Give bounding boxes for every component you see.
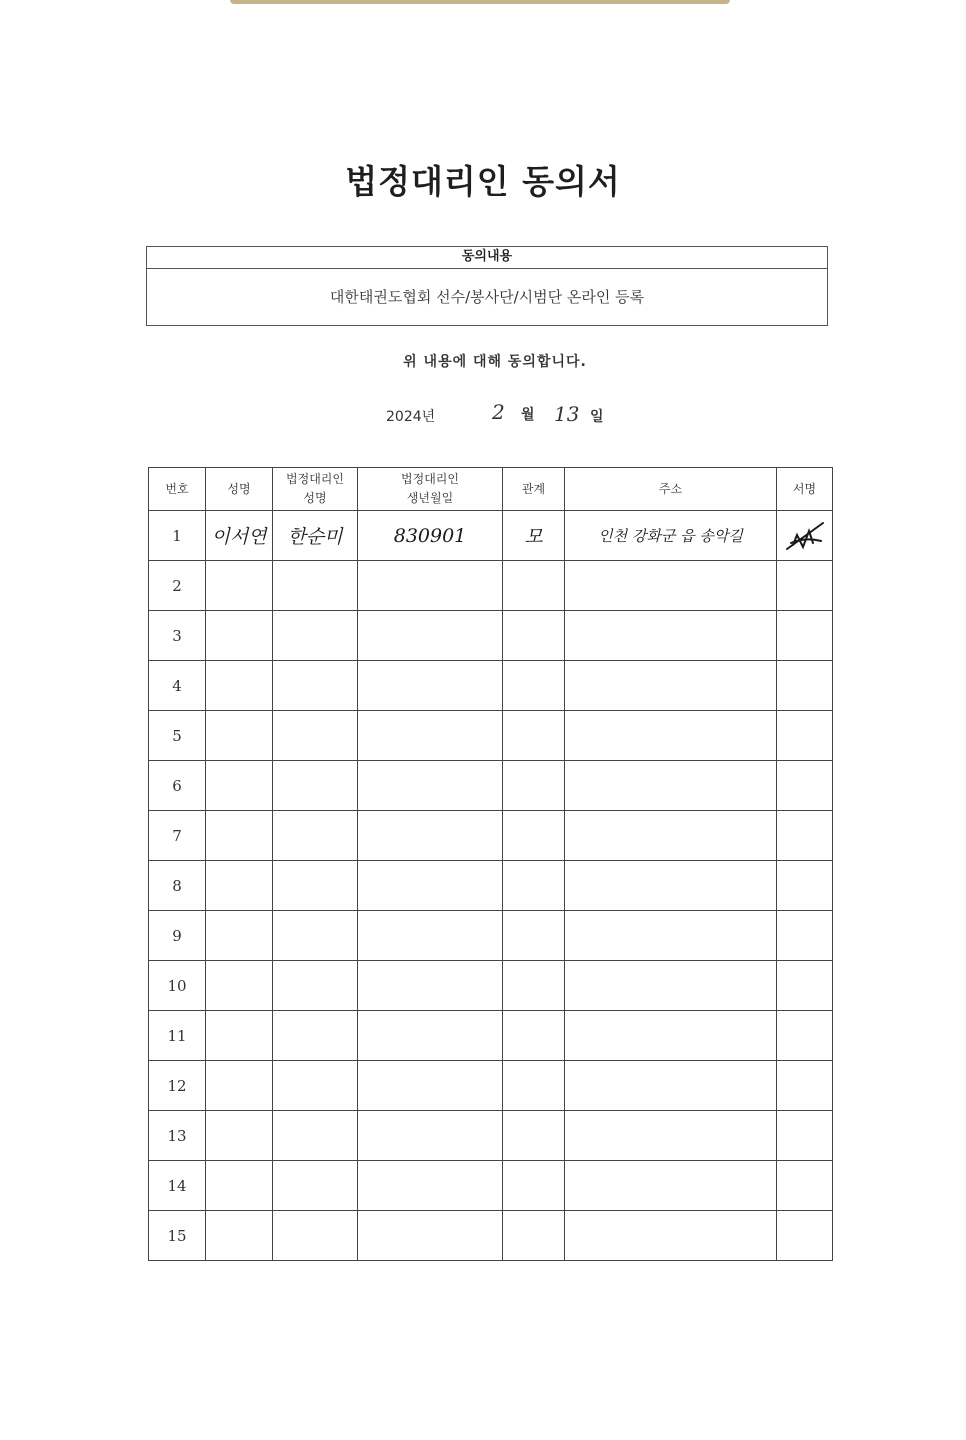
table-row <box>149 961 833 1011</box>
table-header-row <box>149 468 833 511</box>
handwritten-signature <box>783 519 827 553</box>
cell-name <box>206 811 273 861</box>
cell-relation <box>503 861 565 911</box>
cell-address: 인천 강화군 읍 송악길 <box>565 511 777 561</box>
header-relation: 관계 <box>503 468 565 511</box>
cell-relation <box>503 711 565 761</box>
table-row <box>149 911 833 961</box>
cell-name <box>206 1111 273 1161</box>
cell-name <box>206 911 273 961</box>
date-month-handwritten: 2 <box>492 400 505 424</box>
cell-address <box>565 1061 777 1111</box>
guardian-roster-table <box>148 467 833 1261</box>
cell-guardian-name <box>273 1111 358 1161</box>
cell-guardian-birth <box>358 1011 503 1061</box>
cell-signature <box>777 1011 833 1061</box>
date-month-unit: 월 <box>521 407 535 423</box>
cell-guardian-name <box>273 861 358 911</box>
cell-guardian-birth <box>358 961 503 1011</box>
cell-relation <box>503 561 565 611</box>
document-title: 법정대리인 동의서 <box>345 162 621 201</box>
cell-address <box>565 1161 777 1211</box>
cell-name: 이서연 <box>206 511 273 561</box>
header-guardian-name-line1: 법정대리인 <box>286 472 344 486</box>
cell-address <box>565 711 777 761</box>
cell-guardian-birth <box>358 711 503 761</box>
cell-guardian-birth: 830901 <box>358 511 503 561</box>
cell-guardian-name <box>273 1161 358 1211</box>
cell-number: 13 <box>149 1111 206 1161</box>
cell-signature <box>777 1111 833 1161</box>
header-name: 성명 <box>206 468 273 511</box>
cell-address <box>565 1211 777 1261</box>
table-row <box>149 811 833 861</box>
cell-address <box>565 861 777 911</box>
cell-signature <box>777 711 833 761</box>
cell-guardian-birth <box>358 561 503 611</box>
cell-relation <box>503 961 565 1011</box>
cell-address <box>565 1111 777 1161</box>
cell-relation <box>503 761 565 811</box>
header-guardian-birth <box>358 468 503 511</box>
table-body <box>149 511 833 1261</box>
cell-name <box>206 711 273 761</box>
cell-relation <box>503 911 565 961</box>
date-year: 2024년 <box>386 409 436 425</box>
cell-name <box>206 1211 273 1261</box>
cell-guardian-birth <box>358 911 503 961</box>
cell-number: 14 <box>149 1161 206 1211</box>
table-row <box>149 511 833 561</box>
cell-name <box>206 661 273 711</box>
header-number: 번호 <box>149 468 206 511</box>
date-day-unit: 일 <box>590 409 604 425</box>
agreement-statement: 위 내용에 대해 동의합니다. <box>403 354 587 370</box>
table-row <box>149 1011 833 1061</box>
cell-signature <box>777 761 833 811</box>
cell-number: 7 <box>149 811 206 861</box>
cell-guardian-name <box>273 1011 358 1061</box>
cell-guardian-name <box>273 961 358 1011</box>
table-row <box>149 861 833 911</box>
cell-guardian-name: 한순미 <box>273 511 358 561</box>
cell-number: 12 <box>149 1061 206 1111</box>
cell-relation <box>503 1211 565 1261</box>
cell-address <box>565 1011 777 1061</box>
cell-guardian-name <box>273 711 358 761</box>
cell-name <box>206 611 273 661</box>
cell-name <box>206 761 273 811</box>
cell-guardian-birth <box>358 1161 503 1211</box>
cell-number: 1 <box>149 511 206 561</box>
cell-number: 5 <box>149 711 206 761</box>
cell-relation <box>503 1161 565 1211</box>
cell-signature <box>777 1061 833 1111</box>
cell-address <box>565 811 777 861</box>
cell-number: 8 <box>149 861 206 911</box>
table-row <box>149 1061 833 1111</box>
cell-signature <box>777 1161 833 1211</box>
cell-number: 6 <box>149 761 206 811</box>
cell-number: 10 <box>149 961 206 1011</box>
date-day-handwritten: 13 <box>554 402 580 426</box>
cell-guardian-birth <box>358 811 503 861</box>
cell-guardian-name <box>273 611 358 661</box>
cell-address <box>565 561 777 611</box>
cell-guardian-name <box>273 561 358 611</box>
cell-signature <box>777 611 833 661</box>
cell-address <box>565 611 777 661</box>
cell-guardian-name <box>273 1061 358 1111</box>
cell-address <box>565 911 777 961</box>
cell-guardian-birth <box>358 1061 503 1111</box>
table-row <box>149 761 833 811</box>
cell-number: 9 <box>149 911 206 961</box>
cell-signature <box>777 911 833 961</box>
cell-number: 11 <box>149 1011 206 1061</box>
header-guardian-name <box>273 468 358 511</box>
header-guardian-birth-line2: 생년월일 <box>406 491 454 505</box>
cell-name <box>206 1161 273 1211</box>
consent-box <box>146 246 828 326</box>
cell-relation: 모 <box>503 511 565 561</box>
cell-number: 2 <box>149 561 206 611</box>
paper-edge-strip <box>230 0 730 4</box>
cell-guardian-name <box>273 911 358 961</box>
consent-header: 동의내용 <box>147 247 827 269</box>
table-row <box>149 1111 833 1161</box>
table-row <box>149 1211 833 1261</box>
cell-signature <box>777 661 833 711</box>
cell-address <box>565 961 777 1011</box>
cell-relation <box>503 1111 565 1161</box>
cell-relation <box>503 661 565 711</box>
cell-guardian-name <box>273 761 358 811</box>
cell-guardian-name <box>273 811 358 861</box>
cell-address <box>565 761 777 811</box>
cell-relation <box>503 1061 565 1111</box>
cell-signature <box>777 561 833 611</box>
cell-guardian-birth <box>358 761 503 811</box>
cell-signature <box>777 811 833 861</box>
cell-number: 15 <box>149 1211 206 1261</box>
cell-name <box>206 961 273 1011</box>
cell-address <box>565 661 777 711</box>
cell-signature <box>777 1211 833 1261</box>
table-row <box>149 561 833 611</box>
cell-name <box>206 1061 273 1111</box>
cell-guardian-name <box>273 661 358 711</box>
table-row <box>149 711 833 761</box>
cell-relation <box>503 811 565 861</box>
table-row <box>149 1161 833 1211</box>
header-guardian-name-line2: 성명 <box>303 491 327 505</box>
table-row <box>149 661 833 711</box>
cell-guardian-birth <box>358 1111 503 1161</box>
cell-guardian-name <box>273 1211 358 1261</box>
cell-guardian-birth <box>358 611 503 661</box>
header-signature: 서명 <box>777 468 833 511</box>
cell-name <box>206 1011 273 1061</box>
table-row <box>149 611 833 661</box>
cell-name <box>206 861 273 911</box>
cell-number: 4 <box>149 661 206 711</box>
cell-guardian-birth <box>358 661 503 711</box>
cell-signature <box>777 861 833 911</box>
cell-signature <box>777 511 833 561</box>
header-guardian-birth-line1: 법정대리인 <box>401 472 459 486</box>
header-address: 주소 <box>565 468 777 511</box>
date-line <box>386 400 626 430</box>
cell-signature <box>777 961 833 1011</box>
cell-name <box>206 561 273 611</box>
cell-relation <box>503 611 565 661</box>
cell-number: 3 <box>149 611 206 661</box>
cell-guardian-birth <box>358 861 503 911</box>
cell-guardian-birth <box>358 1211 503 1261</box>
cell-relation <box>503 1011 565 1061</box>
consent-text: 대한태권도협회 선수/봉사단/시범단 온라인 등록 <box>329 288 645 306</box>
